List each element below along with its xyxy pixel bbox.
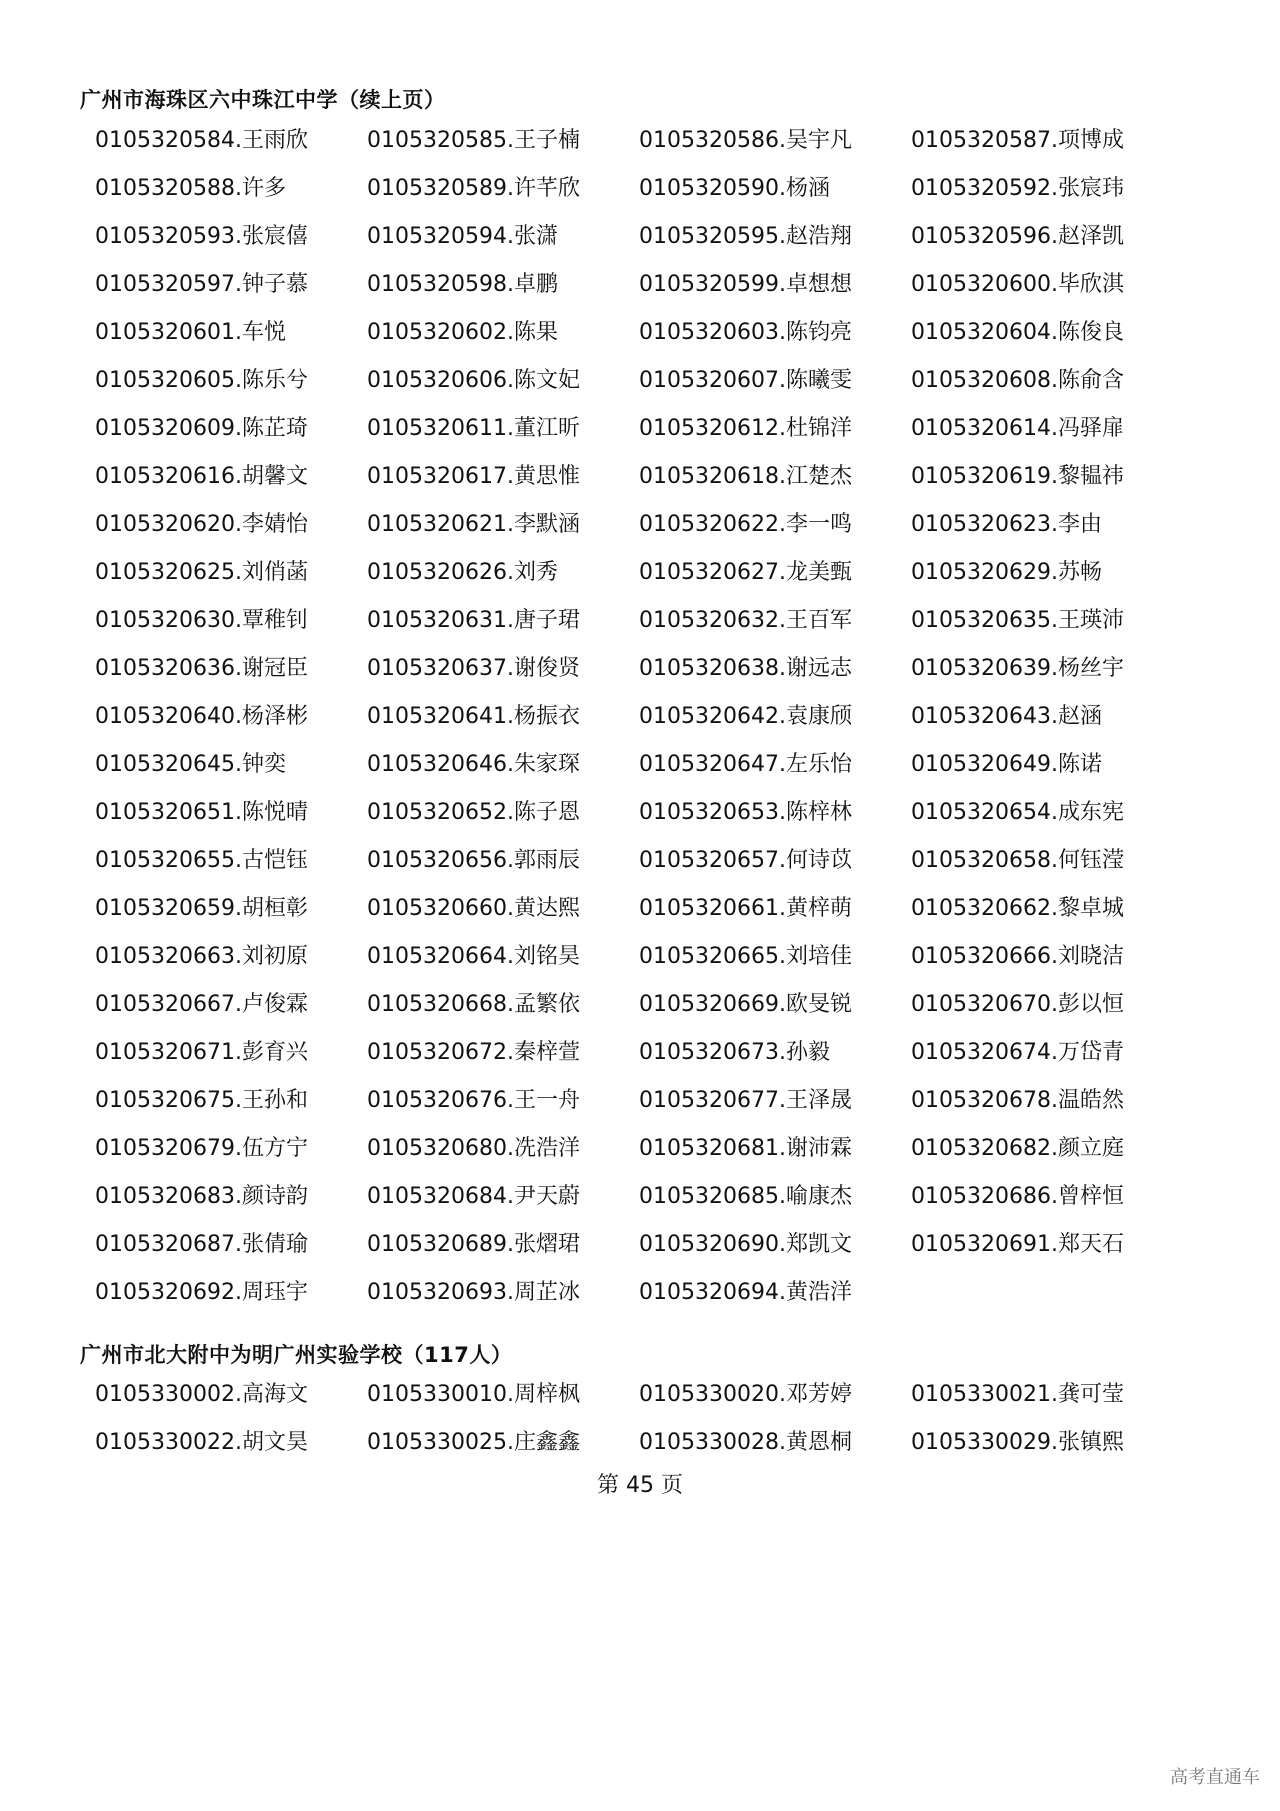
- student-entry: 0105320586.吴宇凡: [639, 128, 852, 153]
- student-entry: 0105320664.刘铭昊: [367, 944, 580, 969]
- student-entry: 0105320590.杨涵: [639, 176, 830, 201]
- student-entry: 0105320594.张潇: [367, 224, 558, 249]
- student-entry: 0105320655.古恺钰: [95, 848, 308, 873]
- student-entry: 0105320626.刘秀: [367, 560, 558, 585]
- student-entry: 0105320677.王泽晟: [639, 1088, 852, 1113]
- student-entry: 0105320678.温皓然: [911, 1088, 1124, 1113]
- student-entry: 0105320666.刘晓洁: [911, 944, 1124, 969]
- student-entry: 0105320623.李由: [911, 512, 1102, 537]
- student-entry: 0105320637.谢俊贤: [367, 656, 580, 681]
- student-entry: 0105320659.胡桓彰: [95, 896, 308, 921]
- student-entry: 0105320683.颜诗韵: [95, 1184, 308, 1209]
- student-entry: 0105320639.杨丝宇: [911, 656, 1124, 681]
- student-entry: 0105320662.黎卓城: [911, 896, 1124, 921]
- student-entry: 0105320682.颜立庭: [911, 1136, 1124, 1161]
- student-entry: 0105320672.秦梓萱: [367, 1040, 580, 1065]
- student-entry: 0105320681.谢沛霖: [639, 1136, 852, 1161]
- student-entry: 0105320604.陈俊良: [911, 320, 1124, 345]
- student-entry: 0105320617.黄思惟: [367, 464, 580, 489]
- student-entry: 0105320598.卓鹏: [367, 272, 558, 297]
- student-list: [95, 117, 1245, 1317]
- student-entry: 0105320631.唐子珺: [367, 608, 580, 633]
- student-entry: 0105330022.胡文昊: [95, 1430, 308, 1455]
- student-entry: 0105330028.黄恩桐: [639, 1430, 852, 1455]
- student-entry: 0105320657.何诗苡: [639, 848, 852, 873]
- student-entry: 0105320621.李默涵: [367, 512, 580, 537]
- student-entry: 0105320642.袁康颀: [639, 704, 852, 729]
- student-entry: 0105320653.陈梓林: [639, 800, 852, 825]
- student-entry: 0105320665.刘培佳: [639, 944, 852, 969]
- student-entry: 0105330020.邓芳婷: [639, 1382, 852, 1407]
- student-entry: 0105330002.高海文: [95, 1382, 308, 1407]
- student-entry: 0105320668.孟繁依: [367, 992, 580, 1017]
- student-entry: 0105320693.周芷冰: [367, 1280, 580, 1305]
- student-entry: 0105320686.曾梓恒: [911, 1184, 1124, 1209]
- student-entry: 0105320632.王百军: [639, 608, 852, 633]
- student-entry: 0105320679.伍方宁: [95, 1136, 308, 1161]
- page-number: 第 45 页: [597, 1473, 683, 1498]
- student-entry: 0105320622.李一鸣: [639, 512, 852, 537]
- student-entry: 0105320605.陈乐兮: [95, 368, 308, 393]
- student-entry: 0105320661.黄梓萌: [639, 896, 852, 921]
- student-entry: 0105320611.董江昕: [367, 416, 580, 441]
- student-entry: 0105320589.许芊欣: [367, 176, 580, 201]
- student-entry: 0105320694.黄浩洋: [639, 1280, 852, 1305]
- student-entry: 0105320601.车悦: [95, 320, 286, 345]
- student-entry: 0105320658.何钰滢: [911, 848, 1124, 873]
- student-entry: 0105330021.龚可莹: [911, 1382, 1124, 1407]
- student-entry: 0105320687.张倩瑜: [95, 1232, 308, 1257]
- student-entry: 0105320685.喻康杰: [639, 1184, 852, 1209]
- student-entry: 0105320619.黎韫祎: [911, 464, 1124, 489]
- student-entry: 0105320671.彭育兴: [95, 1040, 308, 1065]
- student-entry: 0105320625.刘俏菡: [95, 560, 308, 585]
- student-entry: 0105320674.万岱青: [911, 1040, 1124, 1065]
- student-entry: 0105330029.张镇熙: [911, 1430, 1124, 1455]
- student-entry: 0105320587.项博成: [911, 128, 1124, 153]
- student-entry: 0105320607.陈曦雯: [639, 368, 852, 393]
- watermark: 高考直通车: [1170, 1767, 1260, 1788]
- student-entry: 0105320612.杜锦洋: [639, 416, 852, 441]
- student-entry: 0105320635.王瑛沛: [911, 608, 1124, 633]
- student-list: [95, 1371, 1245, 1467]
- student-entry: 0105320673.孙毅: [639, 1040, 830, 1065]
- student-entry: 0105320652.陈子恩: [367, 800, 580, 825]
- student-entry: 0105320596.赵泽凯: [911, 224, 1124, 249]
- student-entry: 0105320614.冯驿扉: [911, 416, 1124, 441]
- student-entry: 0105320670.彭以恒: [911, 992, 1124, 1017]
- student-entry: 0105320656.郭雨辰: [367, 848, 580, 873]
- student-entry: 0105320595.赵浩翔: [639, 224, 852, 249]
- student-entry: 0105320608.陈俞含: [911, 368, 1124, 393]
- student-entry: 0105320663.刘初原: [95, 944, 308, 969]
- student-entry: 0105320646.朱家琛: [367, 752, 580, 777]
- student-entry: 0105320641.杨振衣: [367, 704, 580, 729]
- student-entry: 0105320585.王子楠: [367, 128, 580, 153]
- student-entry: 0105320638.谢远志: [639, 656, 852, 681]
- student-entry: 0105320618.江楚杰: [639, 464, 852, 489]
- student-entry: 0105320602.陈果: [367, 320, 558, 345]
- student-entry: 0105320640.杨泽彬: [95, 704, 308, 729]
- student-entry: 0105320606.陈文妃: [367, 368, 580, 393]
- student-entry: 0105320593.张宸僖: [95, 224, 308, 249]
- student-entry: 0105320592.张宸玮: [911, 176, 1124, 201]
- student-entry: 0105320684.尹天蔚: [367, 1184, 580, 1209]
- student-entry: 0105330010.周梓枫: [367, 1382, 580, 1407]
- student-entry: 0105320616.胡馨文: [95, 464, 308, 489]
- student-entry: 0105320680.冼浩洋: [367, 1136, 580, 1161]
- student-entry: 0105320647.左乐怡: [639, 752, 852, 777]
- section-title: 广州市北大附中为明广州实验学校（117人）: [80, 1343, 513, 1367]
- student-entry: 0105320599.卓想想: [639, 272, 852, 297]
- student-entry: 0105320609.陈芷琦: [95, 416, 308, 441]
- student-entry: 0105320651.陈悦晴: [95, 800, 308, 825]
- student-entry: 0105320675.王孙和: [95, 1088, 308, 1113]
- student-entry: 0105320691.郑天石: [911, 1232, 1124, 1257]
- student-entry: 0105320689.张熠珺: [367, 1232, 580, 1257]
- student-entry: 0105320690.郑凯文: [639, 1232, 852, 1257]
- student-entry: 0105320645.钟奕: [95, 752, 286, 777]
- student-entry: 0105320630.覃稚钊: [95, 608, 308, 633]
- section-title: 广州市海珠区六中珠江中学（续上页）: [80, 88, 446, 112]
- student-entry: 0105320584.王雨欣: [95, 128, 308, 153]
- student-entry: 0105320600.毕欣淇: [911, 272, 1124, 297]
- student-entry: 0105320620.李婧怡: [95, 512, 308, 537]
- student-entry: 0105320649.陈诺: [911, 752, 1102, 777]
- student-entry: 0105320660.黄达熙: [367, 896, 580, 921]
- student-entry: 0105320667.卢俊霖: [95, 992, 308, 1017]
- student-entry: 0105320603.陈钧亮: [639, 320, 852, 345]
- student-entry: 0105320627.龙美甄: [639, 560, 852, 585]
- student-entry: 0105320588.许多: [95, 176, 286, 201]
- student-entry: 0105320643.赵涵: [911, 704, 1102, 729]
- student-entry: 0105320654.成东宪: [911, 800, 1124, 825]
- student-entry: 0105320629.苏畅: [911, 560, 1102, 585]
- student-entry: 0105320636.谢冠臣: [95, 656, 308, 681]
- student-entry: 0105320676.王一舟: [367, 1088, 580, 1113]
- student-entry: 0105330025.庄鑫鑫: [367, 1430, 580, 1455]
- student-entry: 0105320669.欧旻锐: [639, 992, 852, 1017]
- student-entry: 0105320597.钟子慕: [95, 272, 308, 297]
- student-entry: 0105320692.周珏宇: [95, 1280, 308, 1305]
